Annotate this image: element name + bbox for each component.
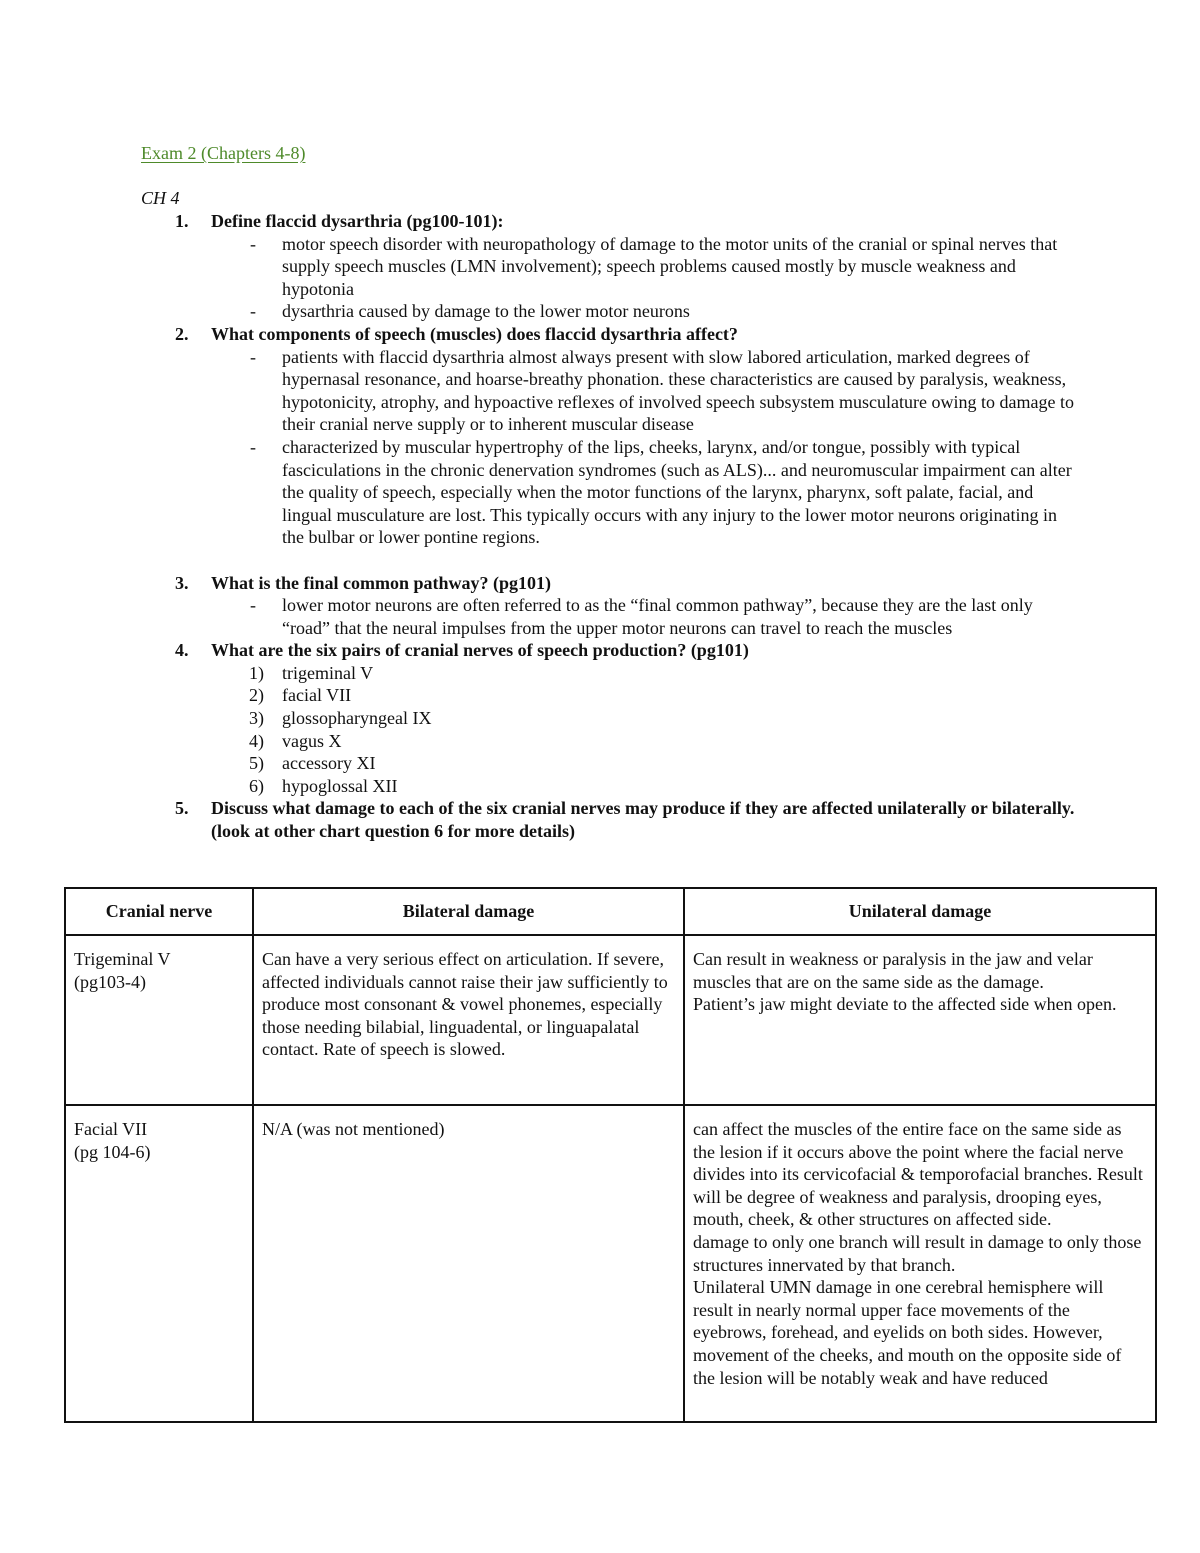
- unilateral-cell: [684, 1105, 1156, 1422]
- table-row: [65, 935, 1156, 1105]
- answer-bullet: [0, 300, 1082, 323]
- dash-bullet: -: [250, 301, 256, 322]
- question-number: 3.: [175, 572, 189, 593]
- question-3: [0, 572, 1091, 595]
- answer-bullet: [0, 233, 1082, 301]
- question-text: What is the final common pathway? (pg101): [211, 572, 552, 593]
- question-5: [0, 797, 1091, 842]
- dash-bullet: -: [250, 595, 256, 616]
- cranial-nerve-item: [0, 775, 1200, 798]
- item-text: trigeminal V: [282, 662, 374, 683]
- dash-bullet: -: [250, 346, 256, 367]
- answer-text: motor speech disorder with neuropathology of damage to the motor units of the cranial or spinal nerves that supply speech muscles (LMN involvement); speech problems caused mostly by muscle weakness and hypotonia: [282, 233, 1058, 299]
- answer-text: dysarthria caused by damage to the lower motor neurons: [282, 301, 690, 322]
- question-1: [0, 210, 1091, 233]
- unilateral-cell: [684, 935, 1156, 1105]
- question-number: 5.: [175, 798, 189, 819]
- unilateral-text: Unilateral UMN damage in one cerebral hemisphere will result in nearly normal upper face movements of the eyebrows, forehead, and eyelids on both sides. However, movement of the cheeks, and mouth on the opposite side of the lesion will be notably weak and have reduced: [693, 1277, 1122, 1388]
- question-number: 2.: [175, 323, 189, 344]
- question-number: 1.: [175, 211, 189, 231]
- table-row: [65, 1105, 1156, 1422]
- cranial-nerve-item: [0, 662, 1200, 685]
- nerve-cell: [65, 1105, 253, 1422]
- question-4: [0, 639, 1091, 662]
- answer-bullet: [0, 594, 1082, 639]
- dash-bullet: -: [250, 436, 256, 457]
- item-text: glossopharyngeal IX: [282, 708, 432, 729]
- unilateral-text: Can result in weakness or paralysis in the jaw and velar muscles that are on the same side as the damage.: [693, 949, 1093, 992]
- cranial-nerve-item: [0, 684, 1200, 707]
- question-text: What are the six pairs of cranial nerves of speech production? (pg101): [211, 640, 749, 661]
- answer-bullet: [0, 346, 1082, 436]
- item-number: 5): [249, 753, 264, 774]
- blank-line: [0, 549, 1200, 572]
- bilateral-cell: Can have a very serious effect on articulation. If severe, affected individuals cannot raise their jaw sufficiently to produce most consonant & vowel phonemes, especially those needing bilabial, linguadental, or linguapalatal contact. Rate of speech is slowed.: [253, 935, 684, 1105]
- answer-text: characterized by muscular hypertrophy of the lips, cheeks, larynx, and/or tongue, possibly with typical fasciculations in the chronic denervation syndromes (such as ALS)... and neuromuscular impairment can alter the quality of speech, especially when the motor functions of the larynx, pharynx, soft palate, facial, and lingual musculature are lost. This typically occurs with any injury to the lower motor neurons originating in the bulbar or lower pontine regions.: [282, 436, 1072, 548]
- cranial-nerve-table: [64, 887, 1157, 1423]
- nerve-name: Facial VII: [74, 1119, 148, 1139]
- dash-bullet: -: [250, 233, 256, 254]
- bilateral-cell: N/A (was not mentioned): [253, 1105, 684, 1422]
- item-text: hypoglossal XII: [282, 775, 398, 796]
- cranial-nerve-item: [0, 752, 1200, 775]
- cranial-nerve-item: [0, 707, 1200, 730]
- nerve-page-ref: (pg103-4): [74, 971, 146, 992]
- question-text: Define flaccid dysarthria (pg100-101):: [211, 211, 504, 231]
- question-2: [0, 323, 1091, 346]
- chapter-heading: CH 4: [141, 188, 180, 208]
- column-header-nerve: Cranial nerve: [65, 888, 253, 935]
- column-header-bilateral: Bilateral damage: [253, 888, 684, 935]
- item-number: 4): [249, 730, 264, 751]
- answer-text: patients with flaccid dysarthria almost always present with slow labored articulation, marked degrees of hypernasal resonance, and hoarse-breathy phonation. these characteristics are caused by paralysis, weakness, hypotonicity, atrophy, and hypoactive reflexes of involved speech subsystem musculature owing to damage to their cranial nerve supply or to inherent muscular disease: [282, 346, 1074, 435]
- item-number: 2): [249, 685, 264, 706]
- nerve-page-ref: (pg 104-6): [74, 1141, 151, 1162]
- question-text: What components of speech (muscles) does flaccid dysarthria affect?: [211, 323, 738, 344]
- nerve-cell: [65, 935, 253, 1105]
- question-text: Discuss what damage to each of the six cranial nerves may produce if they are affected unilaterally or bilaterally. (look at other chart question 6 for more details): [211, 798, 1075, 842]
- unilateral-text: damage to only one branch will result in damage to only those structures innervated by that branch.: [693, 1231, 1142, 1275]
- document-title: Exam 2 (Chapters 4-8): [141, 143, 306, 163]
- nerve-name: Trigeminal V: [74, 949, 171, 969]
- unilateral-text: can affect the muscles of the entire face on the same side as the lesion if it occurs above the point where the facial nerve divides into its cervicofacial & temporofacial branches. Result will be degree of weakness and paralysis, drooping eyes, mouth, cheek, & other structures on affected side.: [693, 1119, 1143, 1230]
- item-number: 6): [249, 775, 264, 796]
- question-number: 4.: [175, 640, 189, 661]
- table-header-row: [65, 888, 1156, 935]
- item-text: vagus X: [282, 730, 342, 751]
- item-text: accessory XI: [282, 753, 376, 774]
- item-number: 3): [249, 708, 264, 729]
- answer-text: lower motor neurons are often referred to as the “final common pathway”, because they are the last only “road” that the neural impulses from the upper motor neurons can travel to reach the muscles: [282, 595, 1033, 638]
- answer-bullet: [0, 436, 1082, 549]
- cranial-nerve-item: [0, 730, 1200, 753]
- item-number: 1): [249, 662, 264, 683]
- column-header-unilateral: Unilateral damage: [684, 888, 1156, 935]
- item-text: facial VII: [282, 685, 352, 706]
- question-list: [0, 210, 1200, 843]
- unilateral-text: Patient’s jaw might deviate to the affected side when open.: [693, 994, 1117, 1015]
